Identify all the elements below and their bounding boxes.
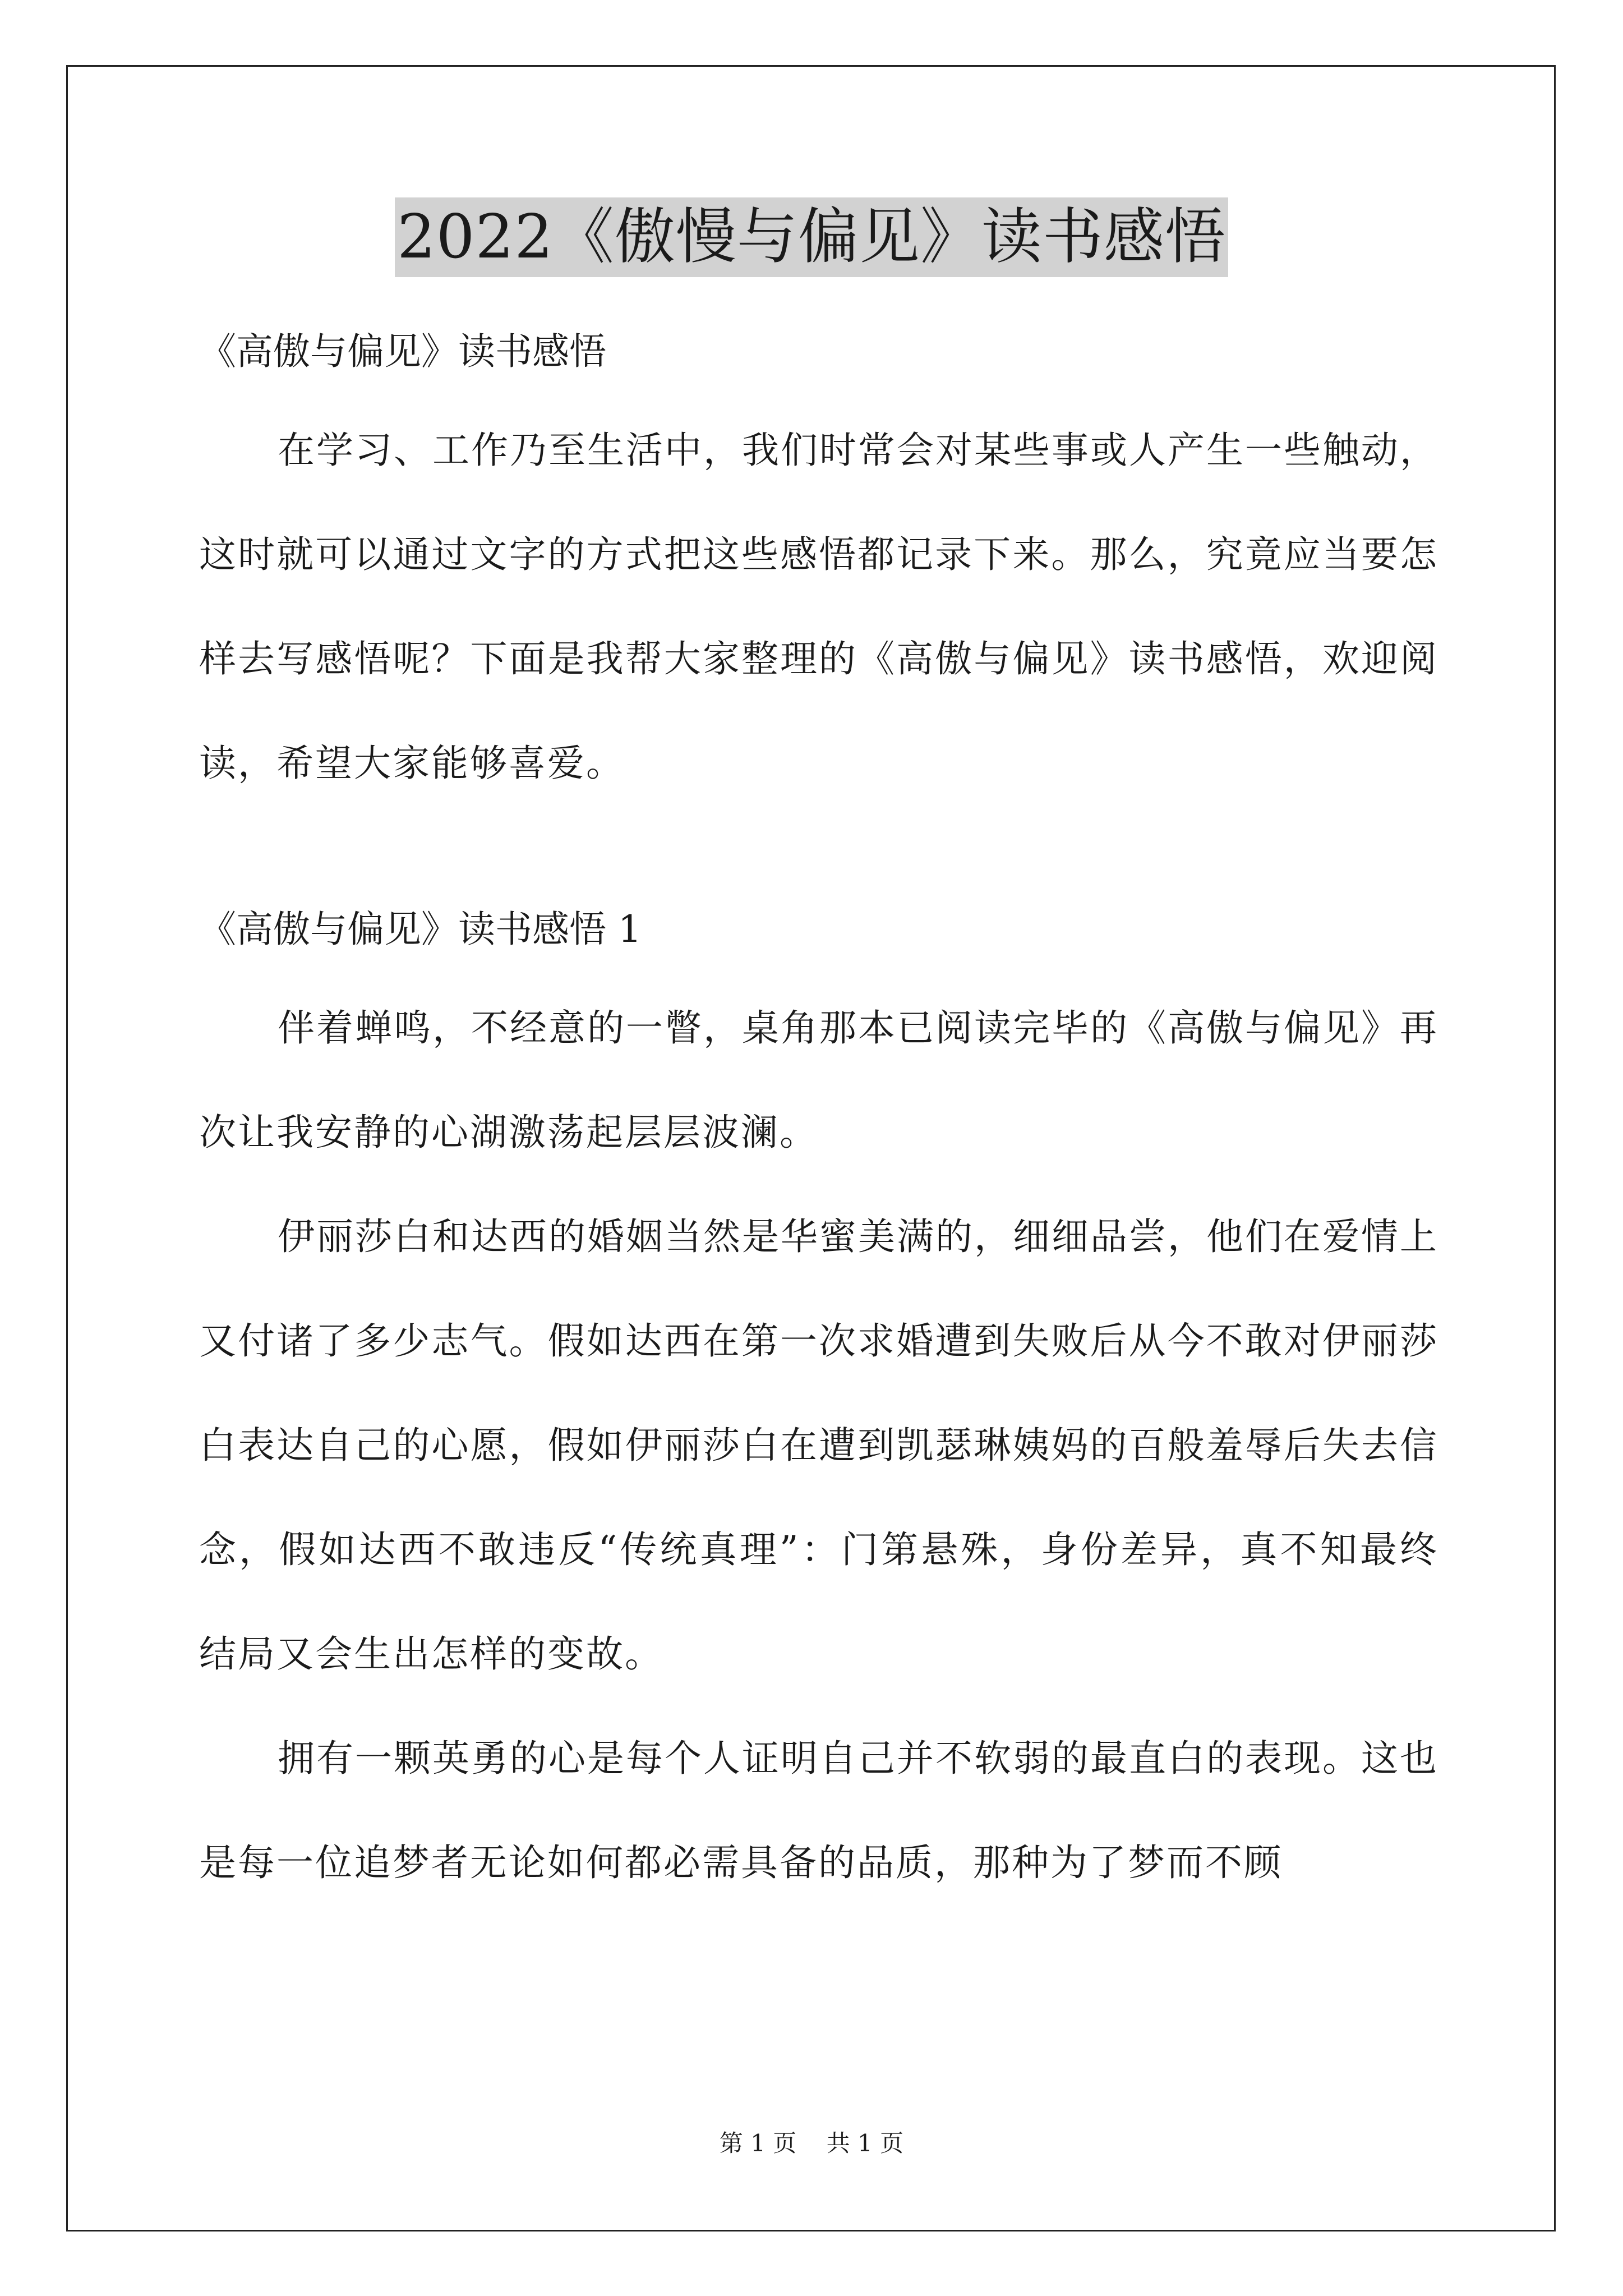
intro-paragraph: 在学习、工作乃至生活中，我们时常会对某些事或人产生一些触动，这时就可以通过文字的方式把这些感悟都记录下来。那么，究竟应当要怎样去写感悟呢？下面是我帮大家整理的《高傲与偏见》读书感悟，欢迎阅读，希望大家能够喜爱。	[199, 429, 1438, 785]
body-paragraph: 伊丽莎白和达西的婚姻当然是华蜜美满的，细细品尝，他们在爱情上又付诸了多少志气。假如达西在第一次求婚遭到失败后从今不敢对伊丽莎白表达自己的心愿，假如伊丽莎白在遭到凯瑟琳姨妈的百般羞辱后失去信念，假如达西不敢违反“传统真理”：门第悬殊，身份差异，真不知最终结局又会生出怎样的变故。	[199, 1215, 1438, 1676]
subtitle-heading: 《高傲与偏见》读书感悟	[199, 330, 606, 373]
title-container	[0, 197, 1623, 277]
page-footer: 第 1 页 共 1 页	[719, 2129, 904, 2157]
body-paragraph: 拥有一颗英勇的心是每个人证明自己并不软弱的最直白的表现。这也是每一位追梦者无论如何都必需具备的品质，那种为了梦而不顾	[199, 1737, 1438, 1884]
document-body	[199, 332, 1438, 1915]
body-paragraph: 伴着蝉鸣，不经意的一瞥，桌角那本已阅读完毕的《高傲与偏见》再次让我安静的心湖激荡起层层波澜。	[199, 1006, 1438, 1154]
section-heading: 《高傲与偏见》读书感悟 1	[199, 908, 642, 951]
document-title: 2022《傲慢与偏见》读书感悟	[395, 197, 1228, 277]
